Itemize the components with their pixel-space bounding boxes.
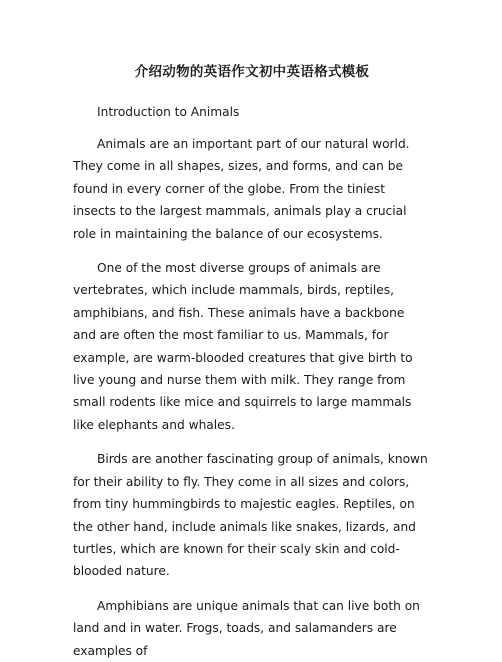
paragraph-3: Birds are another fascinating group of animals, known for their ability to fly. They come in all sizes and colors, from tiny hummingbirds to majestic eagles. Reptiles, on the other hand, include animals like snakes, lizards, and turtles, which are known for their scaly skin and cold-blooded nature. bbox=[73, 452, 428, 579]
paragraph-4: Amphibians are unique animals that can live both on land and in water. Frogs, toads, and salamanders are examples of bbox=[73, 598, 420, 658]
paragraph-2: One of the most diverse groups of animals are vertebrates, which include mammals, birds, reptiles, amphibians, and fish. These animals have a backbone and are often the most familiar to us. Mammals, for example, are warm-blooded creatures that give birth to live young and nurse them with milk. They range from small rodents like mice and squirrels to large mammals like elephants and whales. bbox=[73, 261, 413, 432]
essay-subtitle: Introduction to Animals bbox=[97, 105, 240, 119]
paragraph-1: Animals are an important part of our natural world. They come in all shapes, sizes, and forms, and can be found in every corner of the globe. From the tiniest insects to the largest mammals, animals play a crucial role in maintaining the balance of our ecosystems. bbox=[73, 137, 410, 241]
document-title: 介绍动物的英语作文初中英语格式模板 bbox=[134, 64, 370, 80]
